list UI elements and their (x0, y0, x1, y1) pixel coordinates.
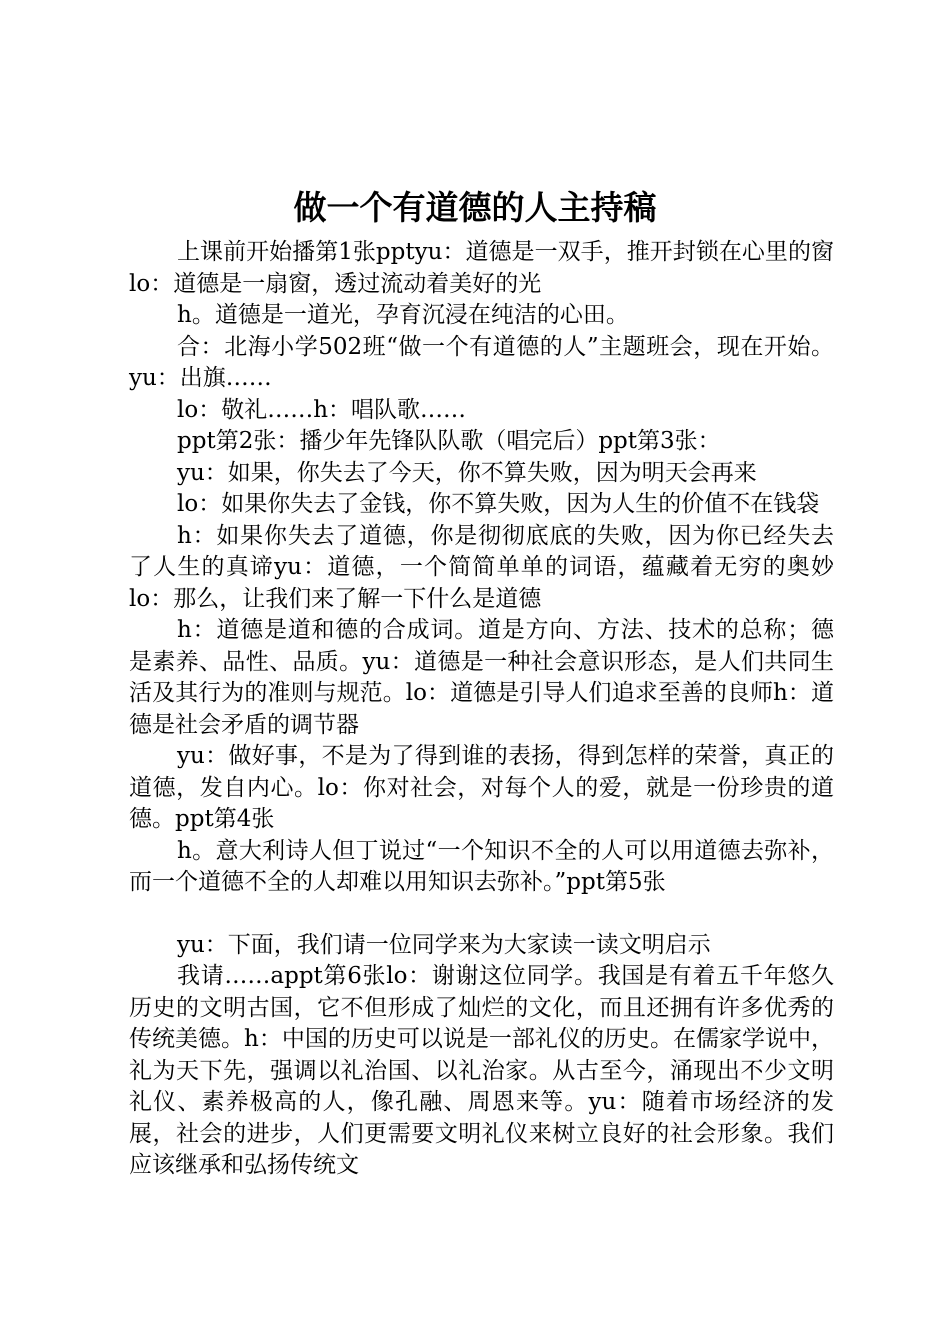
paragraph: h。意大利诗人但丁说过“一个知识不全的人可以用道德去弥补，而一个道德不全的人却难以用知识去弥补。”ppt第5张 (129, 837, 834, 895)
paragraph-gap (129, 899, 834, 930)
paragraph: yu：下面，我们请一位同学来为大家读一读文明启示 (177, 931, 711, 958)
document-title: 做一个有道德的人主持稿 (293, 188, 657, 227)
document-body (129, 237, 834, 1182)
paragraph: h。道德是一道光，孕育沉浸在纯洁的心田。 (177, 302, 629, 328)
paragraph: h：道德是道和德的合成词。道是方向、方法、技术的总称；德是素养、品性、品质。yu：道德是一种社会意识形态，是人们共同生活及其行为的准则与规范。lo：道德是引导人们追求至善的良师h：道德是社会矛盾的调节器 (129, 617, 834, 738)
paragraph: yu：如果，你失去了今天，你不算失败，因为明天会再来 (177, 459, 757, 486)
paragraph: 我请……appt第6张lo：谢谢这位同学。我国是有着五千年悠久历史的文明古国，它不但形成了灿烂的文化，而且还拥有许多优秀的传统美德。h：中国的历史可以说是一部礼仪的历史。在儒家学说中，礼为天下先，强调以礼治国、以礼治家。从古至今，涌现出不少文明礼仪、素养极高的人，像孔融、周恩来等。yu：随着市场经济的发展，社会的进步，人们更需要文明礼仪来树立良好的社会形象。我们应该继承和弘扬传统文 (129, 963, 834, 1178)
paragraph: 上课前开始播第1张pptyu：道德是一双手，推开封锁在心里的窗lo：道德是一扇窗，透过流动着美好的光 (129, 239, 834, 297)
paragraph: lo：敬礼……h：唱队歌…… (177, 396, 467, 423)
paragraph: yu：做好事，不是为了得到谁的表扬，得到怎样的荣誉，真正的道德，发自内心。lo：你对社会，对每个人的爱，就是一份珍贵的道德。ppt第4张 (129, 743, 834, 832)
paragraph: ppt第2张：播少年先锋队队歌（唱完后）ppt第3张： (177, 428, 721, 454)
paragraph: 合：北海小学502班“做一个有道德的人”主题班会，现在开始。yu：出旗…… (129, 333, 834, 391)
paragraph: h：如果你失去了道德，你是彻彻底底的失败，因为你已经失去了人生的真谛yu：道德，一个简简单单的词语，蕴藏着无穷的奥妙lo：那么，让我们来了解一下什么是道德 (129, 522, 834, 612)
paragraph: lo：如果你失去了金钱，你不算失败，因为人生的价值不在钱袋 (177, 491, 820, 517)
